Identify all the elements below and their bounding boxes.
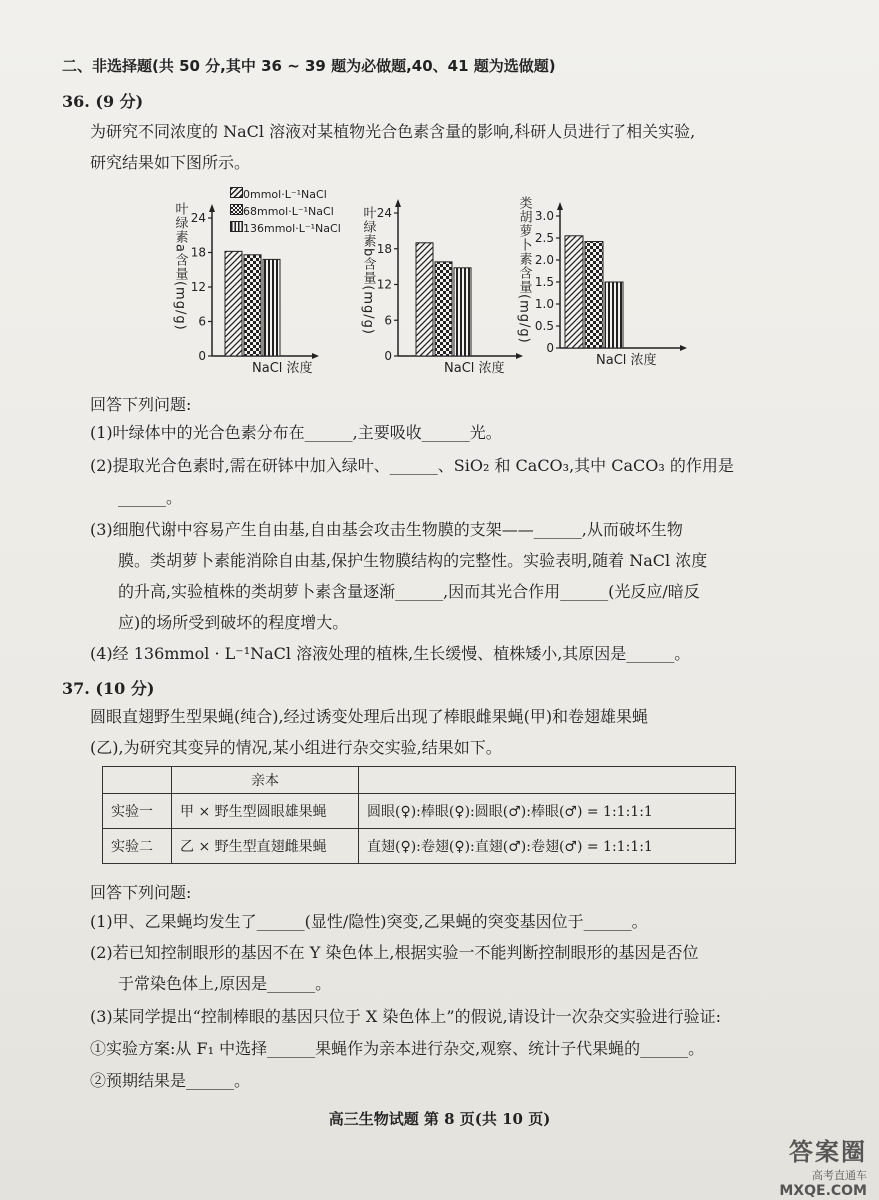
table-cell: 实验二	[103, 829, 172, 864]
question-37-sub-3-2: ②预期结果是______。	[90, 1071, 251, 1090]
cross-experiment-table	[102, 766, 736, 864]
chart-chlorophyll-b-svg	[356, 186, 536, 386]
y-tick-label: 18	[376, 241, 392, 256]
question-36-answer-prompt: 回答下列问题:	[90, 395, 192, 414]
watermark-line-3: MXQE.COM	[779, 1183, 867, 1199]
legend-swatch-check	[230, 204, 243, 215]
legend-item-136mmol: 136mmol·L⁻¹NaCl	[230, 220, 341, 237]
y-tick-label: 0	[384, 349, 392, 363]
table-header-cell: 亲本	[172, 767, 359, 794]
question-36-sub-3-c: 的升高,实验植株的类胡萝卜素含量逐渐______,因而其光合作用______(光反应/暗反	[118, 582, 700, 601]
page-footer: 高三生物试题 第 8 页(共 10 页)	[328, 1110, 551, 1128]
section-title: 二、非选择题(共 50 分,其中 36 ~ 39 题为必做题,40、41 题为选做题)	[62, 57, 556, 75]
question-36-sub-3-b: 膜。类胡萝卜素能消除自由基,保护生物膜结构的完整性。实验表明,随着 NaCl 浓度	[118, 551, 708, 570]
table-row	[103, 794, 736, 829]
bar-0mmol	[416, 243, 433, 356]
y-axis-label: 叶绿素a含量(mg/g)	[172, 202, 188, 331]
question-37-number: 37. (10 分)	[62, 679, 155, 698]
table-cell: 直翅(♀):卷翅(♀):直翅(♂):卷翅(♂) = 1:1:1:1	[359, 829, 736, 864]
y-tick-label: 0	[198, 349, 206, 363]
chart-chlorophyll-a	[160, 186, 360, 390]
chart-carotenoid	[512, 186, 702, 390]
chart-carotenoid-svg	[512, 186, 702, 386]
question-36-number: 36. (9 分)	[62, 92, 144, 111]
question-37-sub-2-b: 于常染色体上,原因是______。	[118, 974, 332, 993]
y-tick-label: 1.5	[534, 275, 554, 289]
y-tick-label: 6	[198, 314, 206, 329]
question-36-sub-2-b: ______。	[118, 488, 183, 507]
table-header-row	[103, 767, 736, 794]
legend-item-68mmol: 68mmol·L⁻¹NaCl	[230, 203, 341, 220]
question-36-sub-1: (1)叶绿体中的光合色素分布在______,主要吸收______光。	[90, 423, 502, 442]
question-36-sub-3-d: 应)的场所受到破坏的程度增大。	[118, 613, 349, 632]
x-axis-arrow	[680, 345, 687, 351]
question-36-sub-3-a: (3)细胞代谢中容易产生自由基,自由基会攻击生物膜的支架——______,从而破坏生物	[90, 520, 683, 539]
y-tick-label: 24	[376, 206, 392, 220]
question-36-intro-line-1: 为研究不同浓度的 NaCl 溶液对某植物光合色素含量的影响,科研人员进行了相关实验,	[90, 122, 696, 141]
y-tick-label: 1.0	[534, 297, 554, 311]
question-37-intro-line-2: (乙),为研究其变异的情况,某小组进行杂交实验,结果如下。	[90, 738, 502, 757]
bar-0mmol	[565, 236, 583, 348]
y-axis-arrow	[557, 202, 563, 210]
table-cell: 甲 × 野生型圆眼雄果蝇	[172, 794, 359, 829]
bar-136mmol	[605, 282, 623, 348]
question-37-sub-2-a: (2)若已知控制眼形的基因不在 Y 染色体上,根据实验一不能判断控制眼形的基因是否位	[90, 943, 699, 962]
question-37-sub-3-1: ①实验方案:从 F₁ 中选择______果蝇作为亲本进行杂交,观察、统计子代果蝇的______。	[90, 1039, 705, 1058]
x-axis-arrow	[312, 353, 319, 359]
bar-136mmol	[263, 259, 280, 356]
legend-swatch-vertical	[230, 221, 243, 232]
question-36-sub-4: (4)经 136mmol · L⁻¹NaCl 溶液处理的植株,生长缓慢、植株矮小,其原因是______。	[90, 644, 691, 663]
y-tick-label: 0	[546, 341, 554, 355]
table-row	[103, 829, 736, 864]
x-axis-label: NaCl 浓度	[444, 361, 505, 376]
y-tick-label: 12	[376, 277, 392, 292]
x-axis-label: NaCl 浓度	[252, 361, 313, 376]
y-tick-label: 12	[190, 280, 206, 294]
question-36-sub-2-a: (2)提取光合色素时,需在研钵中加入绿叶、______、SiO₂ 和 CaCO₃,其中 CaCO₃ 的作用是	[90, 456, 734, 475]
y-axis-arrow	[395, 199, 401, 207]
table-cell: 圆眼(♀):棒眼(♀):圆眼(♂):棒眼(♂) = 1:1:1:1	[359, 794, 736, 829]
legend-item-0mmol: 0mmol·L⁻¹NaCl	[230, 186, 341, 203]
question-36-intro-line-2: 研究结果如下图所示。	[90, 153, 251, 172]
bar-0mmol	[225, 251, 242, 356]
y-tick-label: 2.5	[534, 231, 554, 245]
y-tick-label: 24	[190, 211, 206, 225]
y-tick-label: 6	[384, 313, 392, 328]
y-axis-label: 叶绿素b含量(mg/g)	[360, 206, 376, 335]
question-37-intro-line-1: 圆眼直翅野生型果蝇(纯合),经过诱变处理后出现了棒眼雌果蝇(甲)和卷翅雄果蝇	[90, 707, 649, 726]
bar-68mmol	[435, 262, 452, 356]
y-axis-arrow	[209, 204, 215, 212]
y-tick-label: 2.0	[534, 253, 554, 267]
table-cell: 实验一	[103, 794, 172, 829]
y-tick-label: 3.0	[534, 209, 554, 223]
chart-legend	[230, 186, 341, 237]
y-tick-label: 0.5	[534, 319, 554, 333]
question-37-answer-prompt: 回答下列问题:	[90, 883, 192, 902]
watermark-line-2: 高考直通车	[812, 1169, 867, 1182]
chart-chlorophyll-b	[356, 186, 536, 390]
table-header-cell	[103, 767, 172, 794]
bar-136mmol	[454, 268, 471, 356]
table-header-cell	[359, 767, 736, 794]
bar-68mmol	[585, 242, 603, 348]
legend-swatch-diagonal	[230, 187, 243, 198]
question-37-sub-1: (1)甲、乙果蝇均发生了______(显性/隐性)突变,乙果蝇的突变基因位于______。	[90, 912, 648, 931]
question-37-sub-3: (3)某同学提出“控制棒眼的基因只位于 X 染色体上”的假说,请设计一次杂交实验进行验证:	[90, 1007, 722, 1026]
site-watermark-logo	[779, 1132, 867, 1199]
y-axis-label: 类胡萝卜素含量(mg/g)	[516, 196, 532, 344]
bar-68mmol	[244, 255, 261, 356]
x-axis-label: NaCl 浓度	[596, 353, 657, 368]
y-tick-label: 18	[190, 245, 206, 260]
watermark-line-1: 答案圈	[789, 1138, 867, 1166]
table-cell: 乙 × 野生型直翅雌果蝇	[172, 829, 359, 864]
